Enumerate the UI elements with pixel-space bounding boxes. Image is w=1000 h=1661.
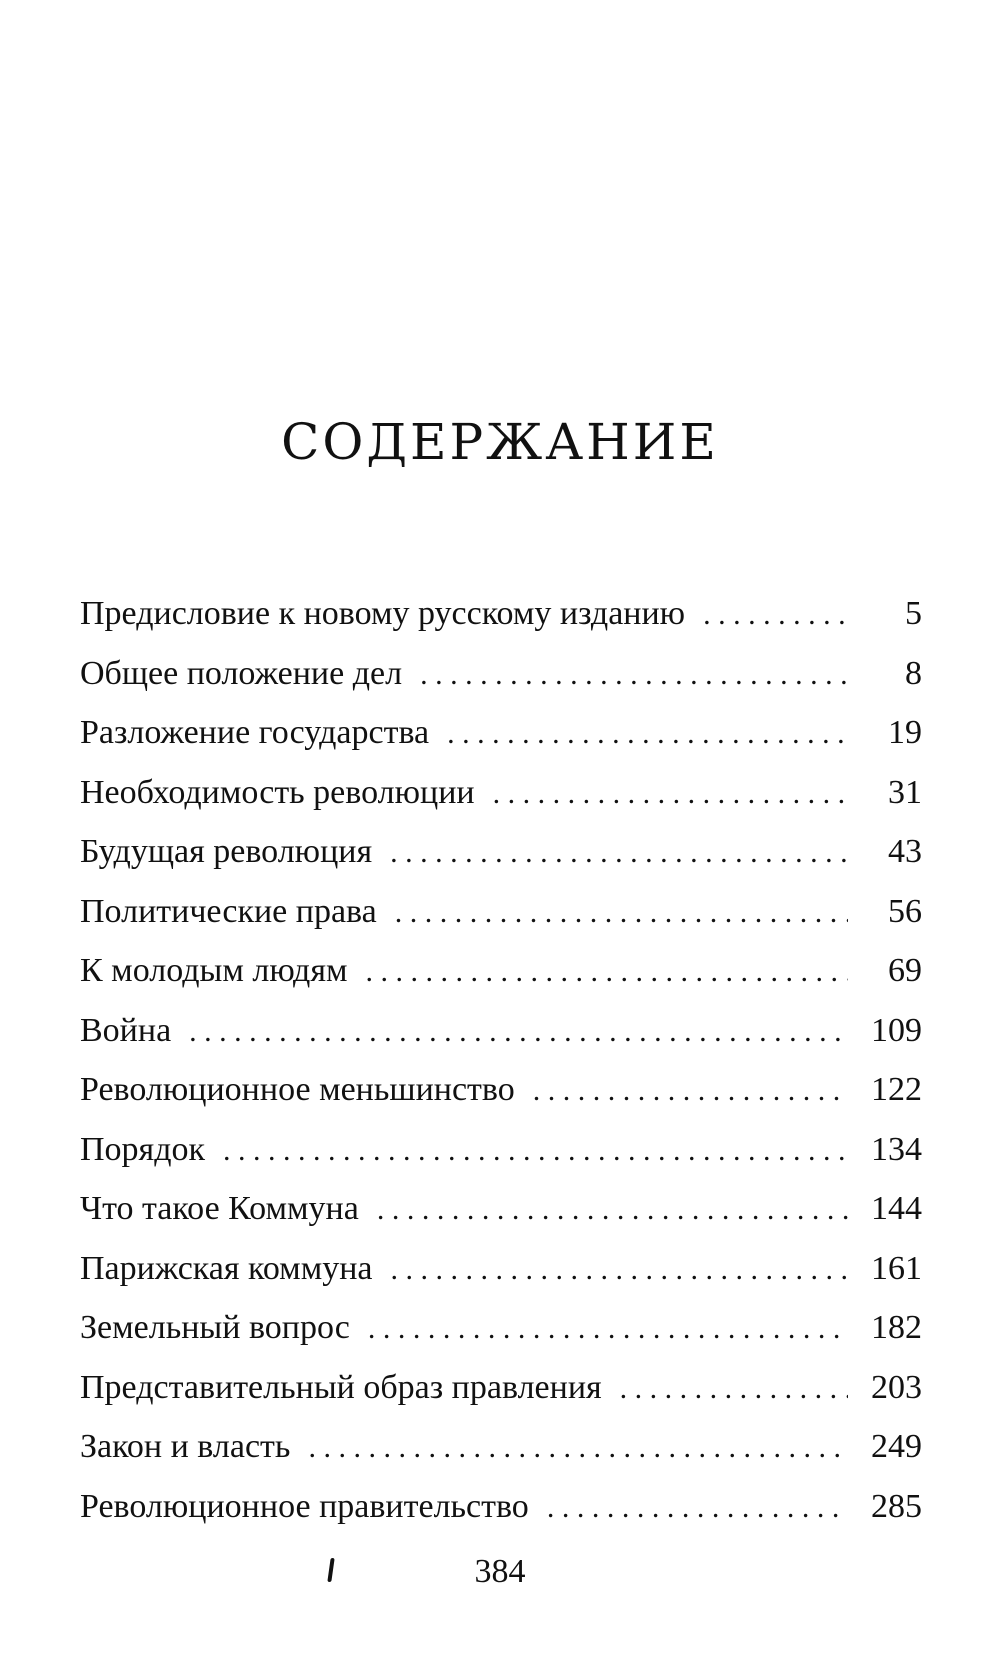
dot-leader <box>368 1299 848 1359</box>
toc-entry-page: 249 <box>871 1428 922 1465</box>
toc-entry <box>80 1358 922 1418</box>
toc-entry <box>80 1179 922 1239</box>
dot-leader <box>391 1240 848 1300</box>
toc-entry-title: Закон и власть <box>80 1428 291 1465</box>
toc-entry-page: 182 <box>871 1309 922 1346</box>
dot-leader <box>189 1002 848 1062</box>
toc-entry-page: 56 <box>888 892 922 930</box>
dot-leader <box>447 704 848 764</box>
dot-leader <box>365 942 848 1002</box>
toc-entry-title: Порядок <box>80 1130 206 1168</box>
toc-entry-title: Будущая революция <box>80 833 373 870</box>
toc-entry <box>80 1417 922 1477</box>
toc-entry-page: 161 <box>871 1249 922 1287</box>
dot-leader <box>620 1359 848 1419</box>
toc-entry <box>80 1120 922 1180</box>
toc-entry-title: Необходимость революции <box>80 773 475 811</box>
toc-entry <box>80 1298 922 1358</box>
toc-entry-title: Разложение государства <box>80 714 430 751</box>
toc-entry-title: Что такое Коммуна <box>80 1190 359 1227</box>
dot-leader <box>533 1061 848 1121</box>
toc-entry <box>80 1001 922 1061</box>
dot-leader <box>223 1121 848 1181</box>
toc-entry-title: Предисловие к новому русскому изданию <box>80 595 686 632</box>
dot-leader <box>308 1418 848 1478</box>
page-number: 384 <box>474 1553 526 1590</box>
toc-entry-title: Политические права <box>80 892 377 930</box>
dot-leader <box>703 585 848 645</box>
dot-leader <box>390 823 848 883</box>
dot-leader <box>395 883 848 943</box>
toc-entry <box>80 703 922 763</box>
toc-entry <box>80 644 922 704</box>
toc-entry-page: 285 <box>871 1487 922 1525</box>
toc-entry-title: Общее положение дел <box>80 654 403 692</box>
toc-entry-page: 203 <box>871 1368 922 1406</box>
toc-entry-page: 8 <box>905 654 922 692</box>
dot-leader <box>377 1180 848 1240</box>
dot-leader <box>420 645 848 705</box>
table-of-contents <box>80 584 922 1536</box>
toc-entry-title: Революционное меньшинство <box>80 1071 515 1108</box>
toc-entry-page: 5 <box>905 595 922 632</box>
toc-entry-page: 122 <box>871 1071 922 1108</box>
dot-leader <box>547 1478 848 1538</box>
toc-entry-title: Земельный вопрос <box>80 1309 350 1346</box>
toc-entry-page: 134 <box>871 1130 922 1168</box>
toc-entry-title: К молодым людям <box>80 952 348 989</box>
toc-entry <box>80 1477 922 1537</box>
toc-entry <box>80 822 922 882</box>
toc-entry-page: 31 <box>888 773 922 811</box>
toc-entry-title: Парижская коммуна <box>80 1249 373 1287</box>
toc-entry <box>80 1060 922 1120</box>
toc-entry <box>80 584 922 644</box>
toc-entry-title: Революционное правительство <box>80 1487 529 1525</box>
dot-leader <box>493 764 848 824</box>
toc-entry-title: Представительный образ правления <box>80 1368 602 1406</box>
toc-entry-page: 69 <box>888 952 922 989</box>
toc-entry-page: 109 <box>871 1011 922 1049</box>
toc-entry-page: 19 <box>888 714 922 751</box>
page-title: СОДЕРЖАНИЕ <box>281 413 719 471</box>
toc-entry <box>80 882 922 942</box>
toc-entry <box>80 763 922 823</box>
toc-entry-page: 43 <box>888 833 922 870</box>
toc-entry <box>80 941 922 1001</box>
toc-entry-page: 144 <box>871 1190 922 1227</box>
toc-entry-title: Война <box>80 1011 172 1049</box>
toc-entry <box>80 1239 922 1299</box>
